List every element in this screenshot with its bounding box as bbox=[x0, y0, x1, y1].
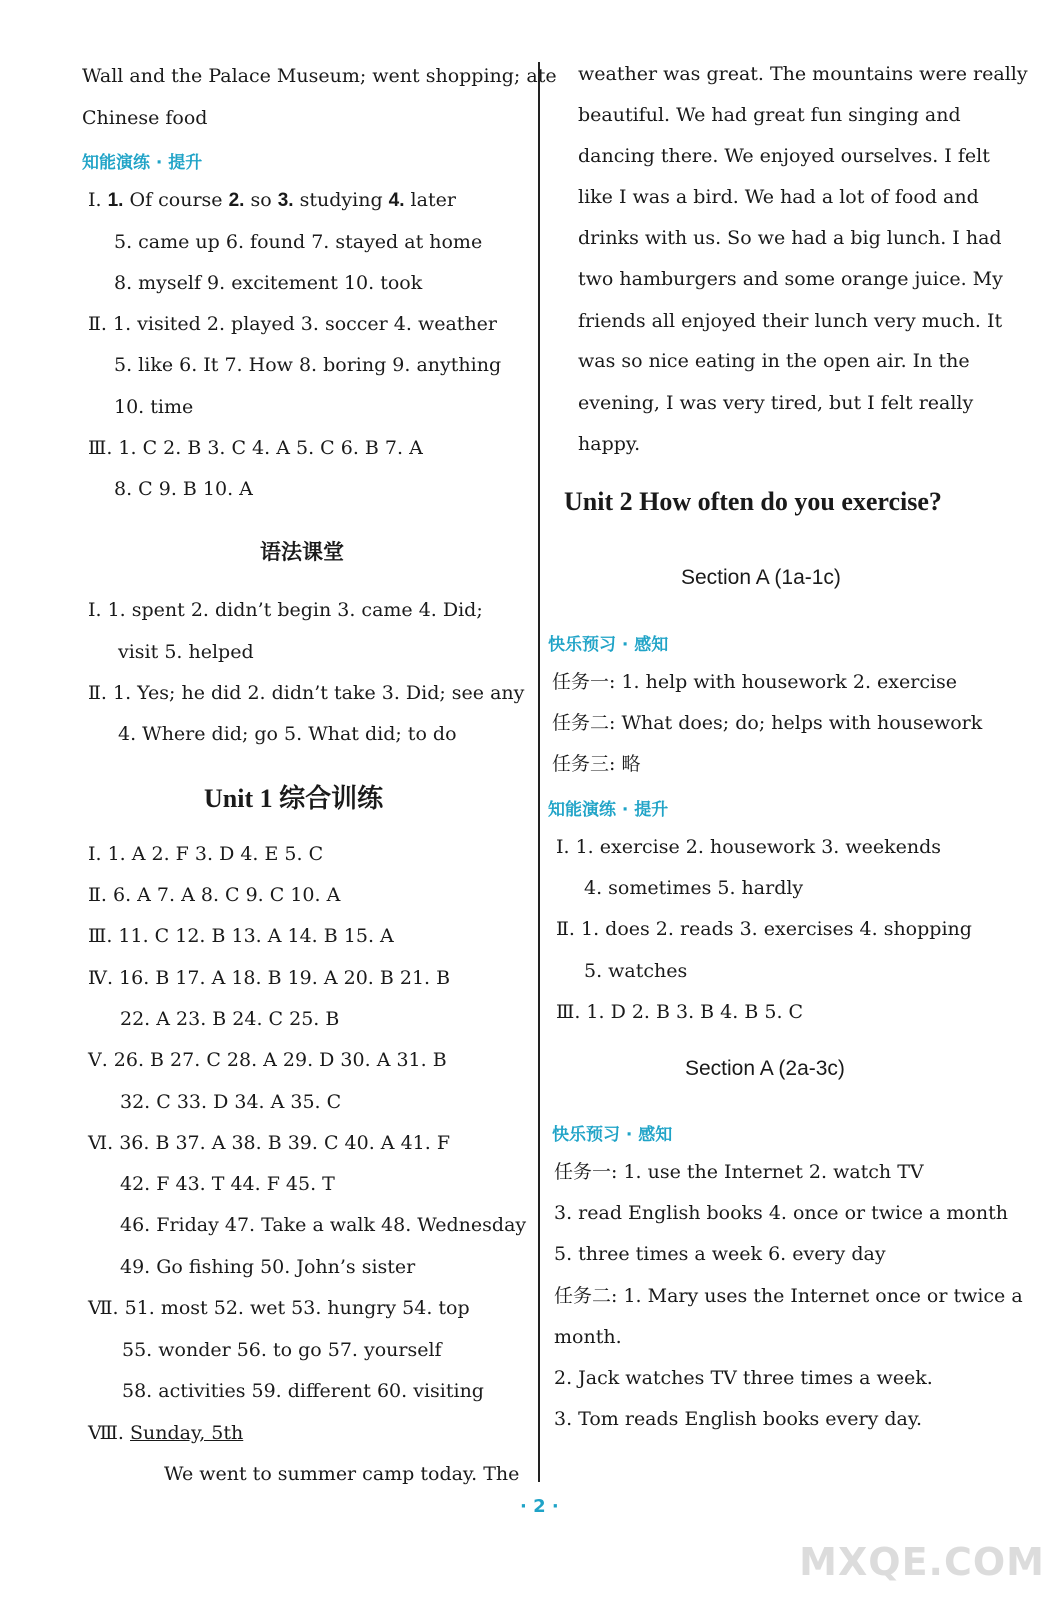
answer-line: Ⅰ. 1. exercise 2. housework 3. weekends bbox=[556, 836, 942, 858]
answer-line: Ⅱ. 1. does 2. reads 3. exercises 4. shopping bbox=[556, 918, 972, 940]
text-line: dancing there. We enjoyed ourselves. I felt bbox=[578, 145, 990, 167]
answer-line: Ⅴ. 26. B 27. C 28. A 29. D 30. A 31. B bbox=[88, 1049, 447, 1071]
column-divider bbox=[538, 62, 540, 1482]
text-line: two hamburgers and some orange juice. My bbox=[578, 268, 1003, 290]
answer-line: Ⅵ. 36. B 37. A 38. B 39. C 40. A 41. F bbox=[88, 1132, 451, 1154]
answer-line: Ⅱ. 1. visited 2. played 3. soccer 4. weather bbox=[88, 313, 498, 335]
answer-line: 5. like 6. It 7. How 8. boring 9. anything bbox=[114, 354, 502, 376]
text-line: Wall and the Palace Museum; went shopping; ate bbox=[82, 65, 557, 87]
section-tag: 知能演练 · 提升 bbox=[82, 153, 203, 173]
answer-line: 5. watches bbox=[584, 960, 688, 982]
answer-line: 8. C 9. B 10. A bbox=[114, 478, 253, 500]
answer-line: 10. time bbox=[114, 396, 194, 418]
answer-line: Ⅰ. 1. Of course 2. so 3. studying 4. later bbox=[88, 189, 456, 211]
text-line: beautiful. We had great fun singing and bbox=[578, 104, 961, 126]
answer-line: 42. F 43. T 44. F 45. T bbox=[120, 1173, 335, 1195]
answer-line: visit 5. helped bbox=[118, 641, 254, 663]
text-line: evening, I was very tired, but I felt really bbox=[578, 392, 974, 414]
answer-line: Ⅱ. 6. A 7. A 8. C 9. C 10. A bbox=[88, 884, 341, 906]
answer-line: 任务一: 1. help with housework 2. exercise bbox=[552, 671, 958, 693]
answer-line: 58. activities 59. different 60. visiting bbox=[122, 1380, 484, 1402]
section-tag: 知能演练 · 提升 bbox=[548, 800, 669, 820]
section-heading: Section A (2a-3c) bbox=[685, 1057, 845, 1080]
answer-line: month. bbox=[554, 1326, 622, 1348]
section-heading: 语法课堂 bbox=[260, 540, 344, 564]
answer-line: Ⅲ. 11. C 12. B 13. A 14. B 15. A bbox=[88, 925, 394, 947]
unit-heading: Unit 1 综合训练 bbox=[204, 784, 384, 813]
answer-line: 任务三: 略 bbox=[552, 753, 641, 775]
answer-line: 55. wonder 56. to go 57. yourself bbox=[122, 1339, 442, 1361]
answer-line: Ⅱ. 1. Yes; he did 2. didn’t take 3. Did; see any bbox=[88, 682, 525, 704]
answer-line: 49. Go fishing 50. John’s sister bbox=[120, 1256, 416, 1278]
answer-line: 46. Friday 47. Take a walk 48. Wednesday bbox=[120, 1214, 527, 1236]
text-line: drinks with us. So we had a big lunch. I had bbox=[578, 227, 1002, 249]
answer-line: Ⅰ. 1. spent 2. didn’t begin 3. came 4. Did; bbox=[88, 599, 483, 621]
answer-line: 8. myself 9. excitement 10. took bbox=[114, 272, 423, 294]
answer-line: Ⅷ. Sunday, 5th bbox=[88, 1422, 244, 1444]
diary-date: Sunday, 5th bbox=[130, 1422, 244, 1444]
answer-line: Ⅰ. 1. A 2. F 3. D 4. E 5. C bbox=[88, 843, 324, 865]
answer-line: 5. three times a week 6. every day bbox=[554, 1243, 886, 1265]
answer-line: Ⅲ. 1. C 2. B 3. C 4. A 5. C 6. B 7. A bbox=[88, 437, 423, 459]
text-line: Chinese food bbox=[82, 107, 208, 129]
text-line: weather was great. The mountains were really bbox=[578, 63, 1028, 85]
answer-line: Ⅶ. 51. most 52. wet 53. hungry 54. top bbox=[88, 1297, 470, 1319]
answer-line: Ⅲ. 1. D 2. B 3. B 4. B 5. C bbox=[556, 1001, 804, 1023]
answer-line: 5. came up 6. found 7. stayed at home bbox=[114, 231, 483, 253]
section-tag: 快乐预习 · 感知 bbox=[548, 635, 669, 655]
watermark: MXQE.COM bbox=[799, 1540, 1045, 1584]
text-line: like I was a bird. We had a lot of food and bbox=[578, 186, 979, 208]
answer-line: 任务二: What does; do; helps with housework bbox=[552, 712, 983, 734]
answer-line: 32. C 33. D 34. A 35. C bbox=[120, 1091, 342, 1113]
answer-line: 4. Where did; go 5. What did; to do bbox=[118, 723, 457, 745]
text-line: friends all enjoyed their lunch very much. It bbox=[578, 310, 1003, 332]
unit-heading: Unit 2 How often do you exercise? bbox=[564, 487, 942, 516]
answer-line: Ⅳ. 16. B 17. A 18. B 19. A 20. B 21. B bbox=[88, 967, 451, 989]
text-line: happy. bbox=[578, 433, 641, 455]
page-number: · 2 · bbox=[520, 1496, 559, 1517]
answer-line: 任务一: 1. use the Internet 2. watch TV bbox=[554, 1161, 924, 1183]
answer-line: 3. Tom reads English books every day. bbox=[554, 1408, 923, 1430]
section-tag: 快乐预习 · 感知 bbox=[552, 1125, 673, 1145]
text-line: was so nice eating in the open air. In the bbox=[578, 350, 970, 372]
answer-line: 4. sometimes 5. hardly bbox=[584, 877, 804, 899]
section-heading: Section A (1a-1c) bbox=[681, 566, 841, 589]
text-line: We went to summer camp today. The bbox=[164, 1463, 520, 1485]
answer-line: 3. read English books 4. once or twice a month bbox=[554, 1202, 1008, 1224]
answer-line: 任务二: 1. Mary uses the Internet once or twice a bbox=[554, 1285, 1023, 1307]
answer-line: 22. A 23. B 24. C 25. B bbox=[120, 1008, 340, 1030]
answer-line: 2. Jack watches TV three times a week. bbox=[554, 1367, 933, 1389]
